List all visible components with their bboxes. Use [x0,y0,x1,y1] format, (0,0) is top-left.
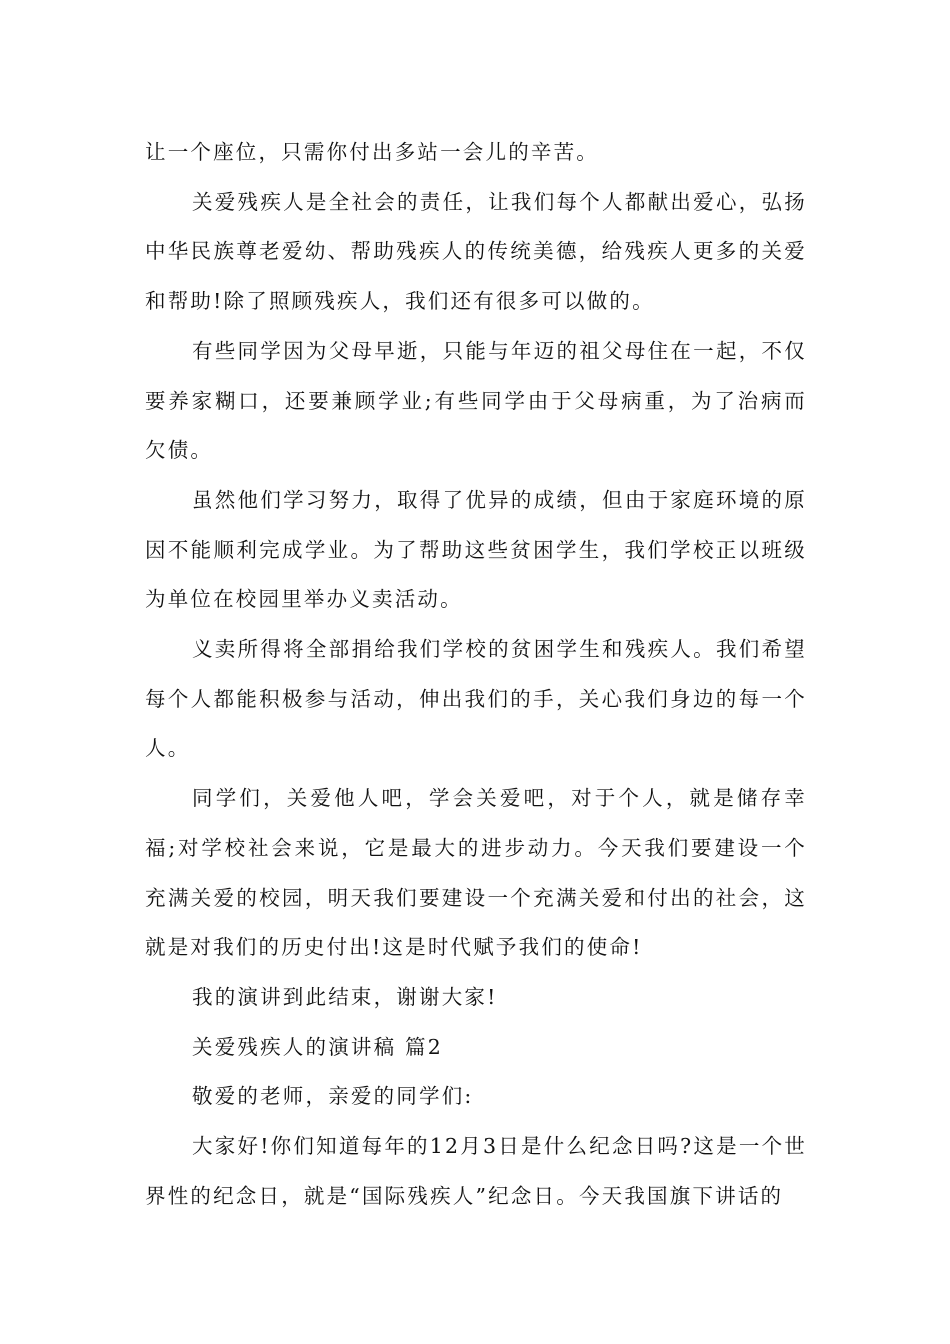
paragraph-1: 让一个座位，只需你付出多站一会儿的辛苦。 [145,140,599,164]
paragraph-10: 大家好!你们知道每年的12月3日是什么纪念日吗?这是一个世界性的纪念日，就是“国际残疾人”纪念日。今天我国旗下讲话的 [145,1134,807,1208]
paragraph-5: 义卖所得将全部捐给我们学校的贫困学生和残疾人。我们希望每个人都能积极参与活动，伸出我们的手，关心我们身边的每一个人。 [145,637,807,761]
paragraph-2: 关爱残疾人是全社会的责任，让我们每个人都献出爱心，弘扬中华民族尊老爱幼、帮助残疾人的传统美德，给残疾人更多的关爱和帮助!除了照顾残疾人，我们还有很多可以做的。 [145,189,807,314]
document-body [145,128,807,1221]
closing-line: 我的演讲到此结束，谢谢大家! [192,984,498,1009]
section-heading: 关爱残疾人的演讲稿 篇2 [192,1034,443,1059]
paragraph-4: 虽然他们学习努力，取得了优异的成绩，但由于家庭环境的原因不能顺利完成学业。为了帮助这些贫困学生，我们学校正以班级为单位在校园里举办义卖活动。 [145,487,807,612]
paragraph-3: 有些同学因为父母早逝，只能与年迈的祖父母住在一起，不仅要养家糊口，还要兼顾学业;有些同学由于父母病重，为了治病而欠债。 [145,338,807,463]
paragraph-6: 同学们，关爱他人吧，学会关爱吧，对于个人，就是储存幸福;对学校社会来说，它是最大的进步动力。今天我们要建设一个充满关爱的校园，明天我们要建设一个充满关爱和付出的社会，这就是对我们的历史付出!这是时代赋予我们的使命! [145,786,807,960]
salutation: 敬爱的老师，亲爱的同学们: [192,1084,474,1109]
